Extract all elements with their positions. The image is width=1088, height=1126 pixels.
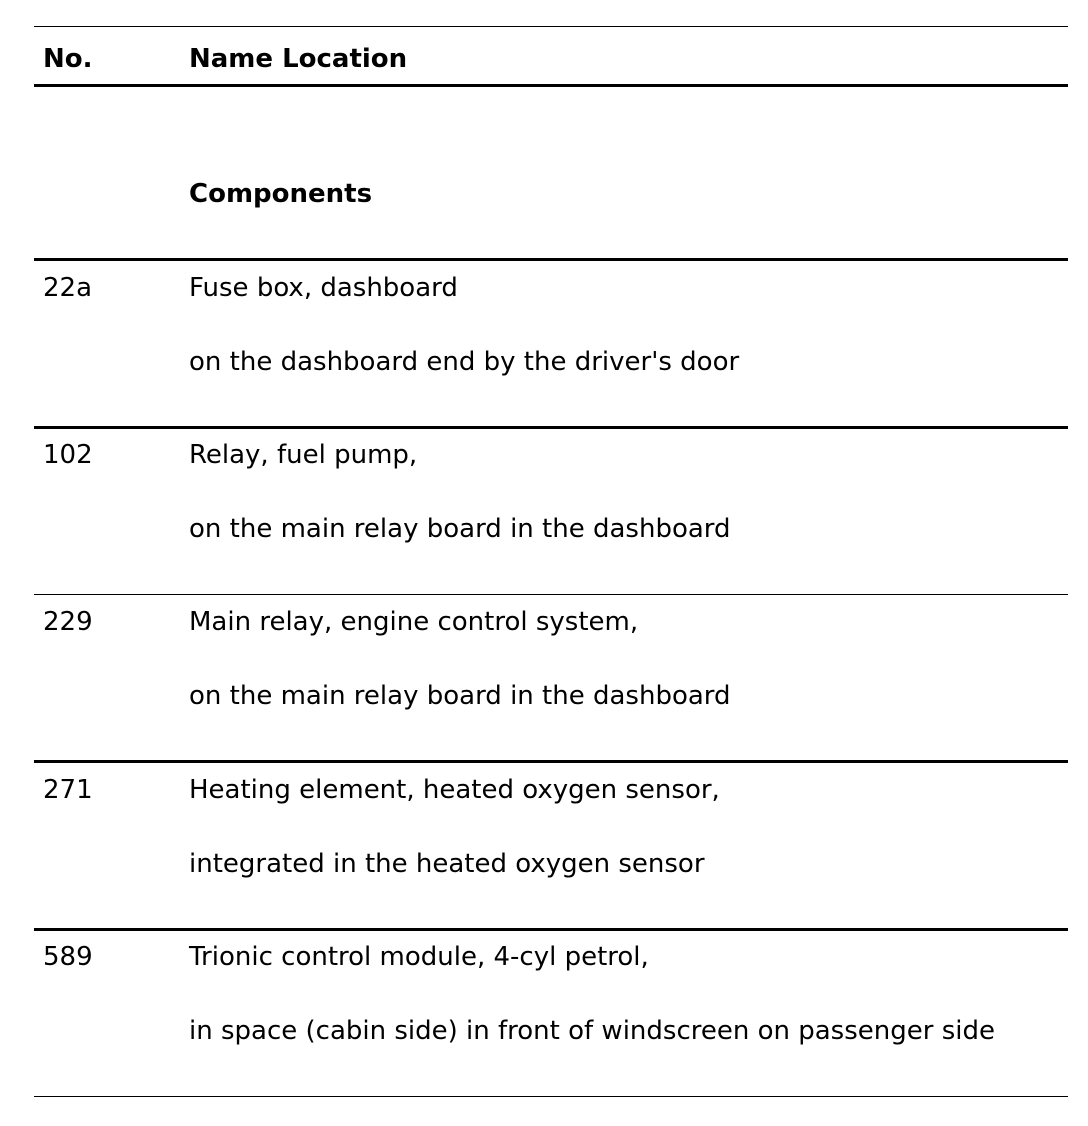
row-no: 22a xyxy=(43,273,93,303)
row-no: 589 xyxy=(43,942,93,972)
header-rule xyxy=(34,84,1068,87)
row-name: Trionic control module, 4-cyl petrol, xyxy=(189,942,649,972)
row-location: on the main relay board in the dashboard xyxy=(189,514,731,544)
section-title: Components xyxy=(189,179,373,209)
header-name-location: Name Location xyxy=(189,44,408,74)
section-rule xyxy=(34,258,1068,261)
row-name: Fuse box, dashboard xyxy=(189,273,458,303)
row-location: integrated in the heated oxygen sensor xyxy=(189,849,705,879)
row-rule xyxy=(34,760,1068,763)
row-rule xyxy=(34,594,1068,595)
table-top-rule xyxy=(34,26,1068,27)
header-no: No. xyxy=(43,44,93,74)
row-rule xyxy=(34,928,1068,931)
row-no: 102 xyxy=(43,440,93,470)
row-no: 271 xyxy=(43,775,93,805)
components-table xyxy=(34,0,1068,1126)
table-bottom-rule xyxy=(34,1096,1068,1097)
row-no: 229 xyxy=(43,607,93,637)
row-location: in space (cabin side) in front of windscreen on passenger side xyxy=(189,1016,995,1046)
row-location: on the main relay board in the dashboard xyxy=(189,681,731,711)
row-rule xyxy=(34,426,1068,429)
row-location: on the dashboard end by the driver's door xyxy=(189,347,740,377)
row-name: Main relay, engine control system, xyxy=(189,607,639,637)
row-name: Relay, fuel pump, xyxy=(189,440,418,470)
row-name: Heating element, heated oxygen sensor, xyxy=(189,775,720,805)
